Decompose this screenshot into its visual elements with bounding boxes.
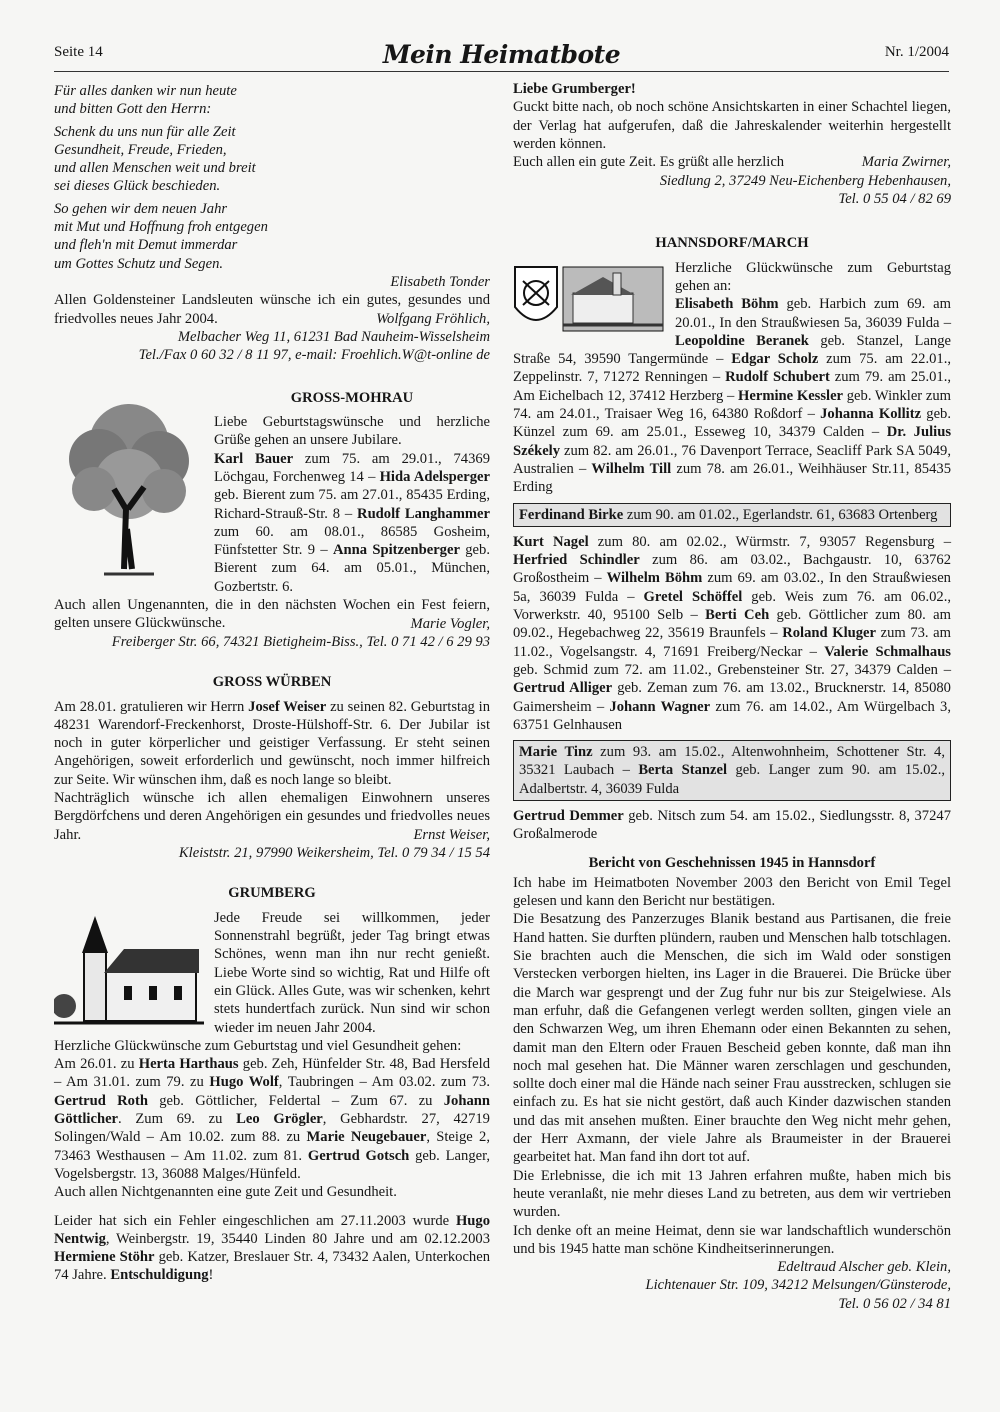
grumberg-list: Am 26.01. zu Herta Harthaus geb. Zeh, Hünfelder Str. 48, Bad Hersfeld – Am 31.01. zum 79. zu Hugo Wolf, Taubringen – Am 03.02. zum 73. Gertrud Roth geb. Göttlicher, Feldertal – Zum 67. zu Johann Göttlicher. Zum 69. zu Leo Grögler, Gebhardstr. 27, 42719 Solingen/Wald – Am 10.02. zum 88. zu Marie Neugebauer, Steige 2, 73463 Westhausen – Am 11.02. zum 81. Gertrud Gotsch geb. Langer, Vogelsbergstr. 13, 36088 Malges/Hünfeld. [54, 1056, 491, 1182]
church-illustration [54, 911, 204, 1031]
bericht-signature: Edeltraud Alscher geb. Klein, [777, 1259, 951, 1276]
person-name: Herta Harthaus [138, 1056, 239, 1073]
grumberg-intro: Jede Freude sei willkommen, jeder Sonnenstrahl begrüßt, jeder Tag bringt etwas Schönes, wenn man ihn nur recht genießt. Liebe Worte sind so wichtig, Rat und Hilfe oft ein Glück. Alles Gute, was wir schenken, kehrt stets hundertfach zurück. Nun sind wir schon wieder im neuen Jahr 2004. [214, 909, 490, 1036]
person-name: Gertrud Roth [54, 1092, 148, 1109]
hannsdorf-coat-of-arms-and-town [513, 263, 665, 335]
bericht-p3: Die Erlebnisse, die ich mit 13 Jahren erfahren mußte, haben mich bis heute veranlaßt, nie mehr dieses Land zu betreten, aus dem wir vertrieben wurden. [513, 1167, 951, 1221]
wuerben-p1 [54, 698, 490, 789]
birthday-highlight-box: Marie Tinz zum 93. am 15.02., Altenwohnheim, Schottener Str. 4, 35321 Laubach – Berta Stanzel geb. Langer zum 90. am 15.02., Adalbertstr. 4, 36039 Fulda [513, 740, 951, 801]
poem-line: Für alles danken wir nun heute [54, 83, 237, 99]
mohrau-signature: Marie Vogler, [410, 615, 490, 632]
person-name: Herfried Schindler [513, 552, 640, 569]
person-name: Berti Ceh [705, 607, 770, 624]
issue-number: Nr. 1/2004 [884, 44, 949, 60]
person-name: Johanna Kollitz [820, 406, 922, 423]
mohrau-intro: Liebe Geburtstagswünsche und herzliche Grüße gehen an unsere Jubilare. [214, 414, 490, 449]
section-heading-gross-mohrau: GROSS-MOHRAU [290, 389, 414, 406]
page-header [54, 40, 949, 70]
poem-line: Schenk du uns nun für alle Zeit [54, 123, 236, 140]
person-name: Edgar Scholz [731, 351, 819, 368]
section-heading-grumberg: GRUMBERG [228, 885, 316, 902]
hannsdorf-intro: Herzliche Glückwünsche zum Geburtstag gehen an: [675, 259, 951, 294]
person-detail: zum 75. am 29.01., 74369 Löchgau, Forchenweg 14 – [214, 450, 490, 485]
wuerben-signature: Ernst Weiser, [413, 826, 490, 843]
person-name: Ferdinand Birke [519, 506, 624, 523]
right-column [513, 80, 951, 1313]
person-name: Hermine Kessler [738, 387, 844, 404]
person-name: Hugo Wolf [209, 1074, 279, 1091]
person-name: Dr. Julius Székely [513, 424, 951, 459]
person-detail: geb. Bierent zum 64. am 05.01., München, Gozbertstr. 6. [214, 542, 490, 595]
page-number: Seite 14 [54, 44, 103, 60]
person-detail: geb. Bierent zum 75. am 27.01., 85435 Erding, Richard-Strauß-Str. 8 – [214, 487, 490, 522]
person-name: Rudolf Schubert [725, 369, 830, 386]
person-name: Wilhelm Böhm [606, 570, 703, 587]
poem-line: Gesundheit, Freude, Frieden, [54, 141, 227, 158]
person-name: Valerie Schmalhaus [824, 643, 951, 660]
person-name: Gertrud Demmer [513, 807, 624, 824]
demmer-entry: Gertrud Demmer geb. Nitsch zum 54. am 15.02., Siedlungsstr. 8, 37247 Großalmerode [513, 807, 951, 843]
person-detail: zum 60. am 08.01., 86585 Gosheim, Fünfstetter Str. 9 – [214, 523, 490, 559]
grumberg-correction: Leider hat sich ein Fehler eingeschlichen am 27.11.2003 wurde Hugo Nentwig, Weinbergstr. 19, 35440 Linden 80 Jahre und am 02.12.2003 Hermiene Stöhr geb. Katzer, Breslauer Str. 4, 73432 Aalen, Unterkochen 74 Jahre. Entschuldigung! [54, 1212, 490, 1284]
bericht-tel: Tel. 0 56 02 / 34 81 [838, 1295, 951, 1312]
froehlich-greeting: Allen Goldensteiner Landsleuten wünsche ich ein gutes, gesundes und friedvolles neues Jahr 2004. [54, 292, 490, 327]
hannsdorf-list: Elisabeth Böhm geb. Harbich zum 69. am 20.01., In den Straußwiesen 5a, 36039 Fulda – Leopoldine Beranek geb. Stanzel, Lange Straße 54, 39590 Tangermünde – Edgar Scholz zum 75. am 22.01., Zeppelinstr. 7, 71272 Renningen – Rudolf Schubert zum 79. am 25.01., Am Eichelbach 12, 37412 Herzberg – Hermine Kessler geb. Winkler zum 74. am 24.01., Traisaer Weg 16, 64380 Roßdorf – Johanna Kollitz geb. Künzel zum 69. am 25.01., Esseweg 10, 34379 Calden – Dr. Julius Székely zum 82. am 26.01., 76 Davenport Terrace, Seacliff Park SA 5049, Australien – Wilhelm Till zum 78. am 26.01., Weihhäuser Str.11, 85435 Erding [513, 296, 952, 496]
poem [54, 82, 490, 291]
section-heading-bericht: Bericht von Geschehnissen 1945 in Hannsdorf [588, 854, 876, 871]
masthead-title: Mein Heimatbote [382, 40, 621, 69]
text: zu seinen 82. Geburtstag in 48231 Warendorf-Freckenhorst, Droste-Hülshoff-Str. 6. Der Jubilar ist noch in guter körperlicher und geistiger Verfassung. Er steht seinen Angehörigen, soweit erforderlich und gewünscht, noch immer hilfreich zur Seite. Wir wünschen ihm, daß es noch lange so bleibt. [54, 698, 491, 788]
poem-line: und allen Menschen weit und breit [54, 160, 256, 177]
header-rule [54, 71, 949, 72]
person-name: Karl Bauer [214, 450, 294, 467]
person-name: Roland Kluger [782, 625, 876, 642]
mohrau-outro: Auch allen Ungenannten, die in den nächsten Wochen ein Fest feiern, gelten unsere Glückwünsche. [54, 597, 490, 632]
person-name: Marie Neugebauer [306, 1129, 427, 1146]
birthday-highlight-box: Ferdinand Birke zum 90. am 01.02., Egerlandstr. 61, 63683 Ortenberg [513, 503, 951, 527]
bericht-p2: Die Besatzung des Panzerzuges Blanik bestand aus Partisanen, die freie Hand hatten. Sie durften plündern, rauben und Menschen halb totschlagen. Sie brachten auch die Menschen, die sich im Wald oder sonstigen Verstecken verborgen hielten, ins Lager in die Brauerei. Die Brücke über die March war gesprengt und der Zug fuhr nur bis zur Steigelwiese. Als man erfuhr, daß die Gefangenen verlegt werden sollten, gingen viele an den Schwarzen Weg, um ihren Ehemann oder einen Bekannten zu sehen, damit man den Eltern oder Frauen Bescheid geben konnte, daß man ihn noch mal gesehen hat. Die Männer waren zerschlagen und geschunden, sollte doch einer mal die Hände nach seiner Frau ausstrecken, schlugen sie einfach zu. Es hat sie nicht gestört, daß auch Kinder dazwischen standen und das mit ansehen mußten. Einer brauchte den Weg nicht mehr gehen, der Herr Axmann, der viele Jahre als Braumeister in der Brauerei gearbeitet hat. Man fand ihn dort tot auf. [513, 911, 951, 1166]
person-name: Gretel Schöffel [643, 588, 743, 605]
person-name: Leopoldine Beranek [675, 332, 809, 349]
poem-line: und fleh'n mit Demut immerdar [54, 237, 238, 254]
person-name: Hermiene Stöhr [54, 1249, 155, 1266]
person-name: Gertrud Alliger [513, 680, 613, 697]
froehlich-address: Melbacher Weg 11, 61231 Bad Nauheim-Wisselsheim [177, 329, 490, 346]
person-name: Berta Stanzel [638, 762, 728, 779]
section-heading-gross-wuerben: GROSS WÜRBEN [212, 674, 332, 691]
person-name: Hida Adelsperger [379, 468, 490, 485]
bericht-address: Lichtenauer Str. 109, 34212 Melsungen/Günsterode, [645, 1277, 951, 1294]
person-name: Wilhelm Till [591, 460, 672, 477]
left-column [54, 80, 490, 1285]
person-name: Kurt Nagel [513, 533, 589, 550]
person-name: Anna Spitzenberger [333, 542, 460, 559]
poem-line: mit Mut und Hoffnung froh entgegen [54, 219, 268, 236]
poem-author: Elisabeth Tonder [390, 273, 490, 290]
wuerben-p2: Nachträglich wünsche ich allen ehemaligen Einwohnern unseres Bergdörfchens und deren Angehörigen ein gesundes und friedvolles neues Jahr. [54, 789, 490, 843]
person-name: Gertrud Gotsch [307, 1147, 410, 1164]
tree-illustration [54, 389, 204, 584]
liebe-p2: Euch allen ein gute Zeit. Es grüßt alle herzlich [513, 154, 785, 171]
poem-line: um Gottes Schutz und Segen. [54, 255, 224, 272]
grumberg-p2: Herzliche Glückwünsche zum Geburtstag und viel Gesundheit gehen: [54, 1037, 462, 1054]
person-name: Rudolf Langhammer [357, 505, 490, 522]
person-name: Marie Tinz [519, 744, 593, 761]
poem-line: und bitten Gott den Herrn: [54, 101, 212, 118]
liebe-address: Siedlung 2, 37249 Neu-Eichenberg Hebenhausen, [659, 172, 951, 189]
person-name: Leo Grögler [236, 1111, 323, 1128]
text: Am 28.01. gratulieren wir Herrn [54, 698, 249, 715]
person-name: Johann Wagner [609, 698, 711, 715]
liebe-p1: Guckt bitte nach, ob noch schöne Ansichtskarten in einer Schachtel liegen, der Verlag hat aufgerufen, daß die Jahreskalender weiterhin hergestellt werden können. [513, 99, 951, 152]
froehlich-name: Wolfgang Fröhlich, [376, 310, 490, 327]
person-name: Elisabeth Böhm [675, 296, 779, 313]
person-name: Johann Göttlicher [54, 1092, 490, 1128]
section-heading-hannsdorf: HANNSDORF/MARCH [655, 235, 809, 252]
person-name: Hugo Nentwig [54, 1212, 490, 1247]
poem-line: So gehen wir dem neuen Jahr [54, 200, 228, 217]
wuerben-address: Kleiststr. 21, 97990 Weikersheim, Tel. 0 79 34 / 15 54 [178, 845, 490, 862]
person-name: Josef Weiser [248, 698, 327, 715]
poem-line: sei dieses Glück beschieden. [54, 178, 221, 195]
bericht-p4: Ich denke oft an meine Heimat, denn sie war landschaftlich wunderschön und bis 1945 hatte man schöne Kindheitserinnerungen. [513, 1222, 951, 1257]
bericht-p1: Ich habe im Heimatboten November 2003 den Bericht von Emil Tegel gelesen und kann den Bericht nur bestätigen. [513, 874, 951, 910]
liebe-tel: Tel. 0 55 04 / 82 69 [838, 191, 951, 208]
grumberg-p3: Auch allen Nichtgenannten eine gute Zeit und Gesundheit. [54, 1184, 397, 1201]
apology: Entschuldigung [110, 1267, 209, 1284]
froehlich-contact: Tel./Fax 0 60 32 / 8 11 97, e-mail: Froehlich.W@t-online de [138, 347, 490, 364]
liebe-heading: Liebe Grumberger! [513, 81, 636, 97]
birthday-list-2: Kurt Nagel zum 80. am 02.02., Würmstr. 7, 93057 Regensburg – Herfried Schindler zum 86. am 03.02., Bachgaustr. 10, 63762 Großostheim – Wilhelm Böhm zum 69. am 03.02., In den Straußwiesen 5a, 36039 Fulda – Gretel Schöffel geb. Weis zum 76. am 06.02., Vorwerkstr. 40, 95100 Selb – Berti Ceh geb. Göttlicher zum 80. am 09.02., Hegebachweg 22, 35619 Braunfels – Roland Kluger zum 73. am 11.02., Vogelsangstr. 4, 71691 Freiberg/Neckar – Valerie Schmalhaus geb. Schmid zum 72. am 11.02., Grebensteiner Str. 27, 34379 Calden – Gertrud Alliger geb. Zeman zum 76. am 13.02., Brucknerstr. 14, 85080 Gaimersheim – Johann Wagner zum 76. am 14.02., Am Würgelbach 3, 63751 Gelnhausen [513, 533, 952, 733]
liebe-signature: Maria Zwirner, [861, 154, 951, 171]
mohrau-address: Freiberger Str. 66, 74321 Bietigheim-Biss., Tel. 0 71 42 / 6 29 93 [111, 633, 490, 650]
